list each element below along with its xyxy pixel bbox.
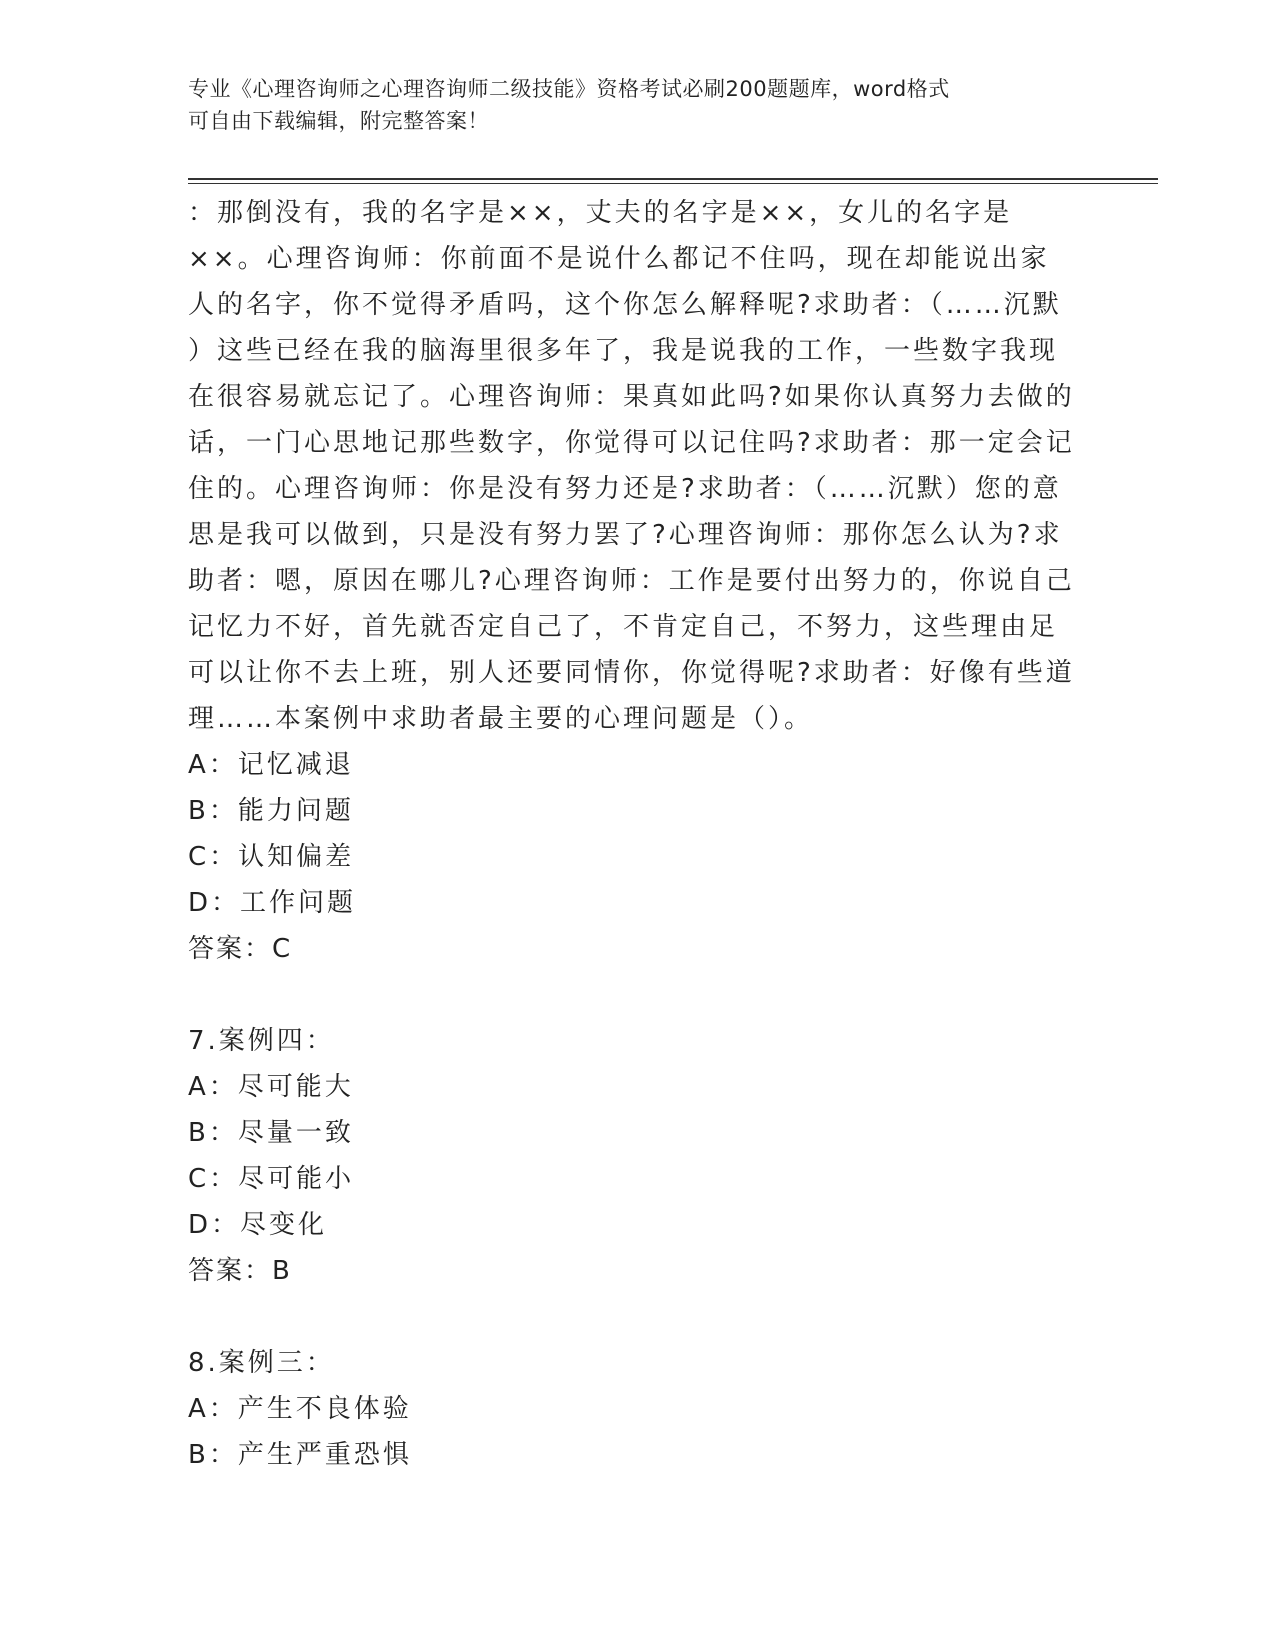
document-header — [188, 73, 1068, 137]
spacer — [188, 1294, 1088, 1340]
question-text-line: 理……本案例中求助者最主要的心理问题是（）。 — [188, 704, 814, 734]
question-text-line: ：那倒没有，我的名字是××，丈夫的名字是××，女儿的名字是 — [188, 198, 1013, 228]
header-rule-thick — [188, 178, 1158, 180]
question-6 — [188, 190, 1088, 972]
question-text-line: 住的。心理咨询师：你是没有努力还是?求助者：（……沉默）您的意 — [188, 474, 1062, 504]
option-c: C：尽可能小 — [188, 1164, 355, 1194]
option-d: D：工作问题 — [188, 888, 357, 918]
question-title: 8.案例三： — [188, 1348, 335, 1378]
question-title: 7.案例四： — [188, 1026, 335, 1056]
option-b: B：能力问题 — [188, 796, 354, 826]
option-a: A：尽可能大 — [188, 1072, 354, 1102]
question-text-line: ）这些已经在我的脑海里很多年了，我是说我的工作，一些数字我现 — [188, 336, 1059, 366]
option-b: B：产生严重恐惧 — [188, 1440, 412, 1470]
header-line-2: 可自由下载编辑，附完整答案！ — [188, 109, 489, 133]
question-8 — [188, 1340, 1088, 1478]
question-text-line: 思是我可以做到，只是没有努力罢了?心理咨询师：那你怎么认为?求 — [188, 520, 1063, 550]
question-text-line: 记忆力不好，首先就否定自己了，不肯定自己，不努力，这些理由足 — [188, 612, 1059, 642]
option-a: A：记忆减退 — [188, 750, 354, 780]
question-text-line: ××。心理咨询师：你前面不是说什么都记不住吗，现在却能说出家 — [188, 244, 1050, 274]
question-text-line: 话，一门心思地记那些数字，你觉得可以记住吗?求助者：那一定会记 — [188, 428, 1075, 458]
header-line-1: 专业《心理咨询师之心理咨询师二级技能》资格考试必刷200题题库，word格式 — [188, 77, 950, 101]
answer: 答案：B — [188, 1256, 292, 1286]
spacer — [188, 972, 1088, 1018]
option-b: B：尽量一致 — [188, 1118, 354, 1148]
answer: 答案：C — [188, 934, 293, 964]
question-text-line: 可以让你不去上班，别人还要同情你，你觉得呢?求助者：好像有些道 — [188, 658, 1075, 688]
document-body — [188, 190, 1088, 1478]
question-text-line: 助者：嗯，原因在哪儿?心理咨询师：工作是要付出努力的，你说自己 — [188, 566, 1075, 596]
question-7 — [188, 1018, 1088, 1294]
option-a: A：产生不良体验 — [188, 1394, 412, 1424]
option-d: D：尽变化 — [188, 1210, 328, 1240]
question-text-line: 人的名字，你不觉得矛盾吗，这个你怎么解释呢?求助者：（……沉默 — [188, 290, 1062, 320]
option-c: C：认知偏差 — [188, 842, 355, 872]
header-rule-thin — [188, 183, 1158, 184]
question-text-line: 在很容易就忘记了。心理咨询师：果真如此吗?如果你认真努力去做的 — [188, 382, 1075, 412]
